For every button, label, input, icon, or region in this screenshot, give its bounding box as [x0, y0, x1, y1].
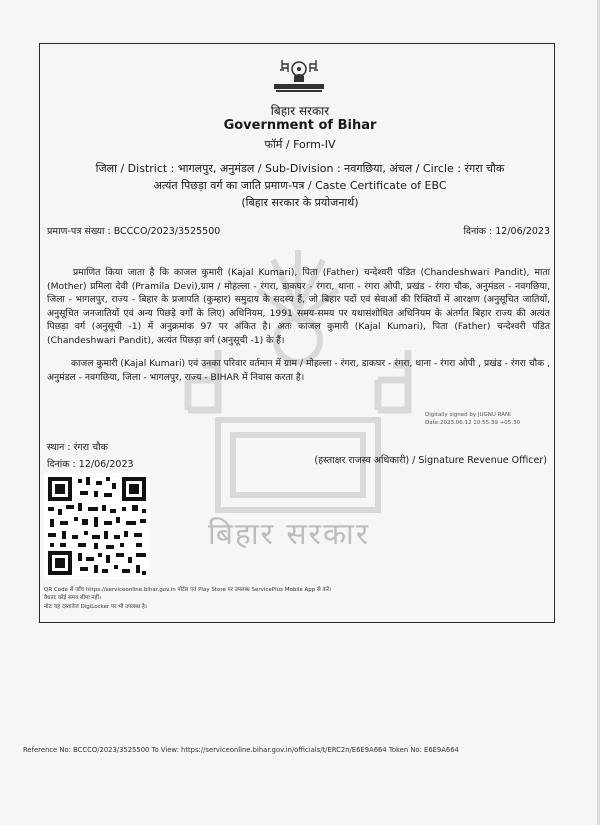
district-line: जिला / District : भागलपुर, अनुमंडल / Sub-Division : नवगछिया, अंचल / Circle : रंगरा चौक — [95, 162, 505, 175]
certificate-date: दिनांक : 12/06/2023 — [463, 226, 550, 237]
place-field: स्थान : रंगरा चौक — [47, 442, 108, 453]
caste-certificate-title: अत्यंत पिछड़ा वर्ग का जाति प्रमाण-पत्र / Caste Certificate of EBC — [153, 179, 447, 192]
certificate-number: प्रमाण-पत्र संख्या : BCCCO/2023/3525500 — [47, 226, 221, 237]
digital-signature — [425, 411, 520, 427]
govt-title-english: Government of Bihar — [223, 118, 377, 133]
verification-qr-code[interactable] — [44, 473, 150, 579]
purpose-line: (बिहार सरकार के प्रयोजनार्थ) — [241, 196, 359, 209]
signature-label: (हस्ताक्षर राजस्व अधिकारी) / Signature Revenue Officer) — [314, 455, 547, 466]
signature-date: दिनांक : 12/06/2023 — [47, 459, 134, 470]
reference-line: Reference No: BCCCO/2023/3525500 To View: https://serviceonline.bihar.gov.in/officials/t/ERC2n/E6E9A664 Token No: E6E9A664 — [23, 746, 459, 754]
validity-note: वैधताः कोई समय सीमा नहीं। — [44, 595, 101, 601]
form-number: फॉर्म / Form-IV — [264, 138, 336, 151]
digital-signature-date: Date:2023.06.12 10:55:39 +05:30 — [425, 420, 521, 426]
certificate-paragraph-2: काजल कुमारी (Kajal Kumari) एवं उनका परिवार वर्तमान में ग्राम / मोहल्ला - रंगरा, डाकघर - रंगरा, थाना - रंगरा ओपी , प्रखंड - रंगरा चौक , अनुमंडल - नवगछिया, जिला - भागलपुर, राज्य - BIHAR में निवास करता है। — [47, 358, 550, 383]
digilocker-note: नोटः यह दस्तावेज DigiLocker पर भी उपलब्ध है। — [44, 604, 147, 610]
certificate-paragraph-1: प्रमाणित किया जाता है कि काजल कुमारी (Kajal Kumari), पिता (Father) चन्देश्वरी पंडित (Chandeshwari Pandit), माता (Mother) प्रमिला देवी (Pramila Devi),ग्राम / मोहल्ला - रंगरा, डाकघर - रंगरा, थाना - रंगरा ओपी, प्रखंड - रंगरा चौक, अनुमंडल - नवगछिया, जिला - भागलपुर, राज्य - बिहार के प्रजापति (कुम्हार) समुदाय के सदस्य हैं, जो बिहार पदों एवं सेवाओं की रिक्तियों में आरक्षण (अनुसूचित जातियों, अनुसूचित जनजातियों एवं अन्य पिछड़े वर्गों के लिए) अधिनियम, 1991 समय-समय पर यथासंशोधित अधिनियम के अंतर्गत बिहार राज्य की अत्यंत पिछड़ा वर्ग (अनुसूची -1) में अनुक्रमांक 97 पर अंकित है। अतः काजल कुमारी (Kajal Kumari), पिता (Father) चन्देश्वरी पंडित (Chandeshwari Pandit), अत्यंत पिछड़ा वर्ग (अनुसूची -1) के हैं। — [47, 267, 550, 346]
watermark-text: बिहार सरकार — [208, 517, 371, 552]
digital-signature-name: Digitally signed by JUGNU RANI — [425, 412, 511, 418]
bihar-emblem-icon — [274, 56, 324, 94]
govt-title-hindi: बिहार सरकार — [270, 104, 330, 118]
qr-verification-note: QR Code से जाँच https://serviceonline.bihar.gov.in पोर्टल एवं Play Store पर उपलब्ध ServicePlus Mobile App से करें। — [44, 587, 332, 593]
